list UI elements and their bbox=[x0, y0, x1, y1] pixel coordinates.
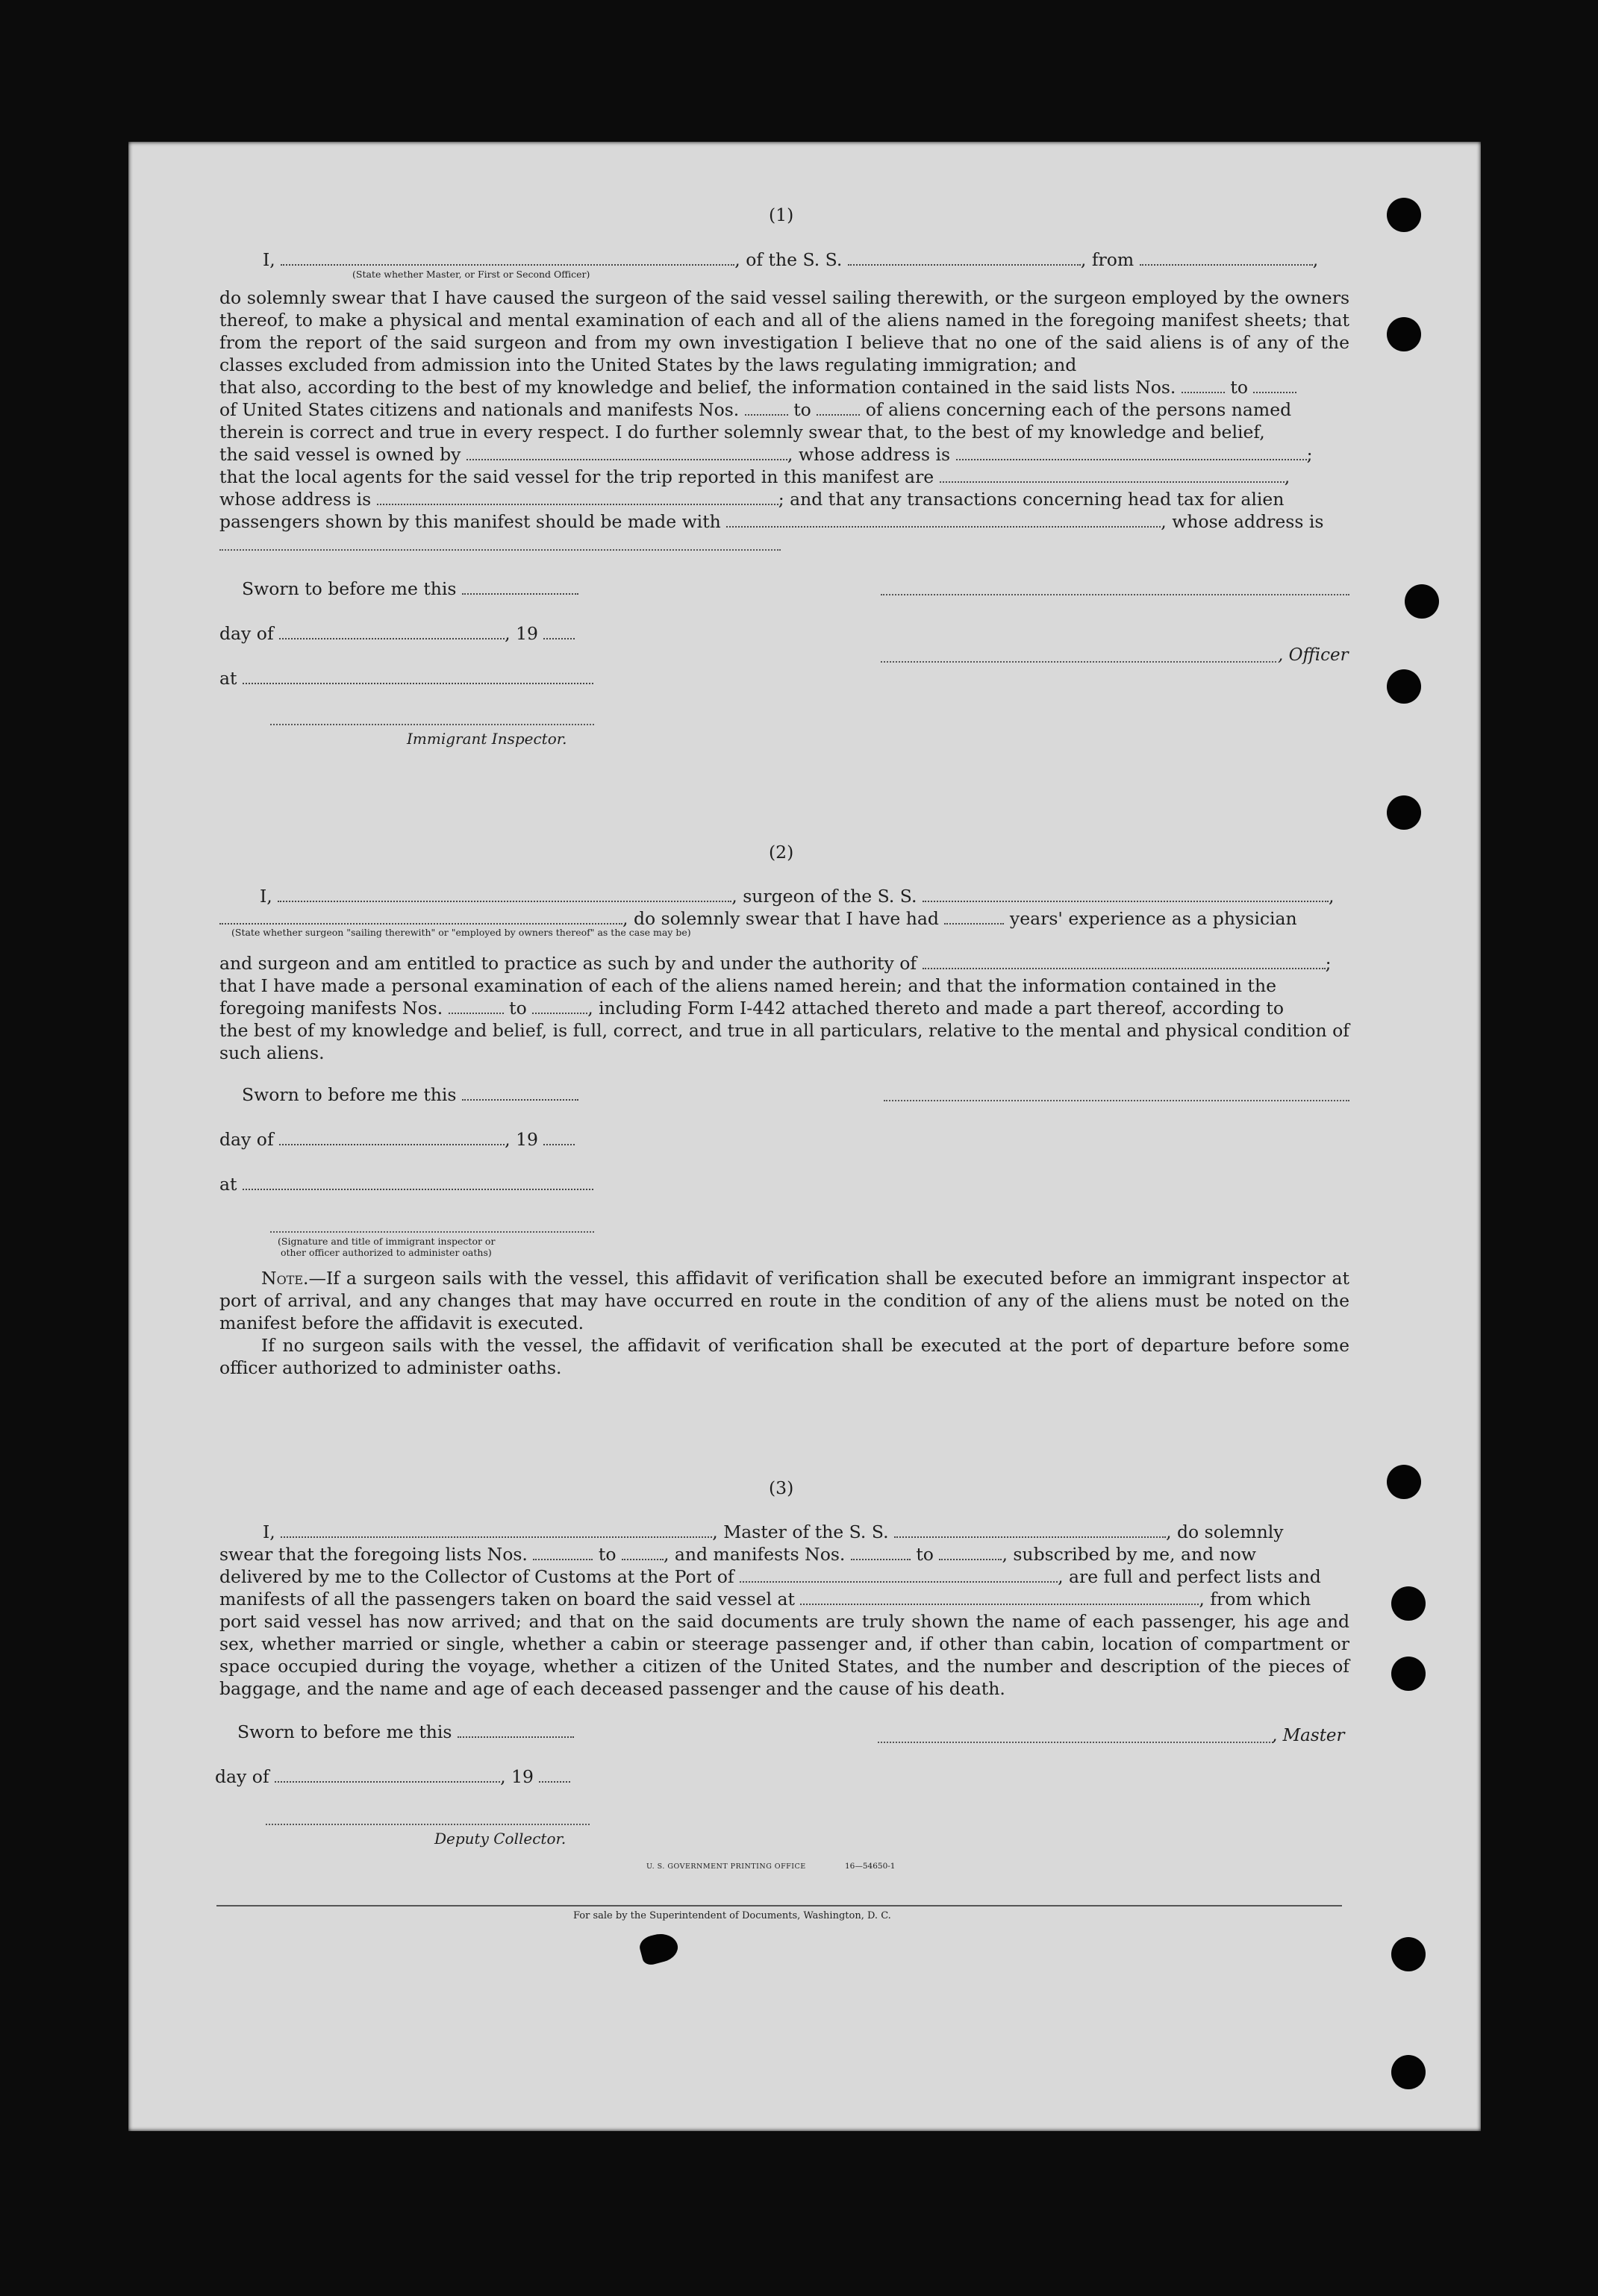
text: day of bbox=[219, 623, 274, 644]
text: day of bbox=[215, 1766, 269, 1787]
punch-hole bbox=[1387, 317, 1421, 351]
text: swear that the foregoing lists Nos. bbox=[219, 1544, 528, 1565]
owner-field[interactable] bbox=[466, 445, 787, 460]
officer-title-line[interactable] bbox=[881, 661, 1276, 663]
text: , whose address is bbox=[1161, 511, 1324, 532]
sworn-date-field[interactable] bbox=[462, 580, 578, 595]
day-line bbox=[219, 1128, 575, 1151]
sworn-date-field[interactable] bbox=[462, 1086, 578, 1101]
year-field[interactable] bbox=[543, 625, 575, 639]
section1-owned-line bbox=[219, 443, 1313, 466]
text: , bbox=[1329, 886, 1335, 907]
manifests-to-field[interactable] bbox=[532, 999, 587, 1014]
section2-authority-line bbox=[219, 952, 1332, 975]
note-label: Note. bbox=[261, 1268, 309, 1289]
punch-hole bbox=[1387, 795, 1421, 830]
text: to bbox=[1230, 377, 1248, 398]
text: whose address is bbox=[219, 489, 372, 510]
port-field[interactable] bbox=[740, 1568, 1058, 1583]
year-field[interactable] bbox=[539, 1768, 570, 1783]
section1-lists-line bbox=[219, 376, 1349, 398]
text: , from which bbox=[1199, 1589, 1311, 1610]
text: Sworn to before me this bbox=[237, 1721, 452, 1742]
text: of aliens concerning each of the persons named bbox=[865, 399, 1292, 420]
text: ; bbox=[1306, 444, 1313, 465]
text: that also, according to the best of my knowledge and belief, the information contained in the said lists Nos. bbox=[219, 377, 1176, 398]
text: to bbox=[598, 1544, 617, 1565]
text: Sworn to before me this bbox=[242, 1084, 457, 1105]
officer-signature-line[interactable] bbox=[881, 594, 1349, 595]
text: day of bbox=[219, 1129, 274, 1150]
text: the said vessel is owned by bbox=[219, 444, 461, 465]
text: , bbox=[1312, 249, 1319, 270]
surgeon-status-field[interactable] bbox=[219, 910, 622, 925]
text: , from bbox=[1080, 249, 1134, 270]
text: at bbox=[219, 1174, 237, 1195]
punch-hole bbox=[1387, 198, 1421, 232]
section1-whose-line bbox=[219, 488, 1284, 510]
text: and surgeon and am entitled to practice as such by and under the authority of bbox=[219, 953, 917, 974]
master-name-field[interactable] bbox=[281, 251, 734, 266]
text: I, bbox=[260, 886, 272, 907]
officer-label: , Officer bbox=[1278, 645, 1349, 665]
section-number: (2) bbox=[769, 842, 794, 863]
text: to bbox=[916, 1544, 934, 1565]
text: , are full and perfect lists and bbox=[1058, 1566, 1321, 1587]
text: Sworn to before me this bbox=[242, 578, 457, 599]
note-paragraph-2: If no surgeon sails with the vessel, the affidavit of verification shall be executed at the port of departure before some officer authorized to administer oaths. bbox=[219, 1335, 1349, 1378]
inspector-signature-line[interactable] bbox=[270, 724, 594, 725]
note-paragraph bbox=[219, 1267, 1349, 1334]
text: , 19 bbox=[505, 1129, 538, 1150]
authority-field[interactable] bbox=[923, 954, 1326, 969]
punch-hole bbox=[1405, 584, 1439, 619]
lists-to-field[interactable] bbox=[1253, 378, 1296, 393]
text: of United States citizens and nationals and manifests Nos. bbox=[219, 399, 740, 420]
text: passengers shown by this manifest should be made with bbox=[219, 511, 721, 532]
section3-line1 bbox=[263, 1521, 1284, 1543]
place-field[interactable] bbox=[243, 669, 593, 684]
text: to bbox=[509, 998, 527, 1019]
text: , subscribed by me, and now bbox=[1002, 1544, 1257, 1565]
text: ; and that any transactions concerning head tax for alien bbox=[778, 489, 1285, 510]
section2-paragraph-end: the best of my knowledge and belief, is full, correct, and true in all particulars, relative to the mental and physical condition of such aliens. bbox=[219, 1020, 1349, 1063]
text: that the local agents for the said vessel for the trip reported in this manifest are bbox=[219, 466, 934, 487]
text: manifests of all the passengers taken on board the said vessel at bbox=[219, 1589, 795, 1610]
lists-from-field[interactable] bbox=[1182, 378, 1225, 393]
sale-notice: For sale by the Superintendent of Documents, Washington, D. C. bbox=[573, 1910, 891, 1921]
sworn-date-field[interactable] bbox=[458, 1723, 574, 1738]
day-line bbox=[219, 622, 575, 645]
manifests-to-field[interactable] bbox=[817, 401, 860, 416]
sworn-line bbox=[237, 1721, 574, 1743]
at-line bbox=[219, 1173, 593, 1195]
text: foregoing manifests Nos. bbox=[219, 998, 443, 1019]
text: , of the S. S. bbox=[734, 249, 843, 270]
day-month-field[interactable] bbox=[275, 1768, 500, 1783]
address-field-continuation[interactable] bbox=[219, 549, 781, 551]
vessel-name-field[interactable] bbox=[923, 887, 1329, 902]
owner-address-field[interactable] bbox=[956, 445, 1307, 460]
day-month-field[interactable] bbox=[279, 1130, 505, 1145]
section2-foregoing-line bbox=[219, 997, 1284, 1019]
text: at bbox=[219, 668, 237, 689]
inspector-label: Immigrant Inspector. bbox=[407, 730, 567, 748]
collector-label: Deputy Collector. bbox=[434, 1830, 567, 1848]
years-experience-field[interactable] bbox=[944, 910, 1004, 925]
witness-signature-line[interactable] bbox=[270, 1231, 594, 1233]
text: ; bbox=[1325, 953, 1332, 974]
section1-agents-line bbox=[219, 466, 1290, 488]
vessel-name-field[interactable] bbox=[848, 251, 1081, 266]
signature-caption: other officer authorized to administer oaths) bbox=[281, 1247, 492, 1258]
surgeon-name-field[interactable] bbox=[278, 887, 731, 902]
punch-hole bbox=[1391, 2055, 1426, 2089]
text: delivered by me to the Collector of Customs at the Port of bbox=[219, 1566, 734, 1587]
field-caption: (State whether Master, or First or Second Officer) bbox=[352, 269, 590, 280]
manifests-from-field[interactable] bbox=[449, 999, 504, 1014]
section3-line3 bbox=[219, 1565, 1321, 1588]
section3-line4 bbox=[219, 1588, 1311, 1610]
sworn-line bbox=[242, 1083, 578, 1106]
manifests-to-field[interactable] bbox=[939, 1545, 1002, 1560]
printing-office: U. S. GOVERNMENT PRINTING OFFICE bbox=[646, 1862, 806, 1871]
text: I, bbox=[263, 249, 275, 270]
section2-line1 bbox=[260, 885, 1335, 907]
year-field[interactable] bbox=[543, 1130, 575, 1145]
text: , surgeon of the S. S. bbox=[731, 886, 917, 907]
footer-divider bbox=[216, 1905, 1342, 1906]
manifests-from-field[interactable] bbox=[851, 1545, 911, 1560]
section3-line2 bbox=[219, 1543, 1256, 1565]
lists-from-field[interactable] bbox=[533, 1545, 593, 1560]
punch-hole bbox=[1387, 1465, 1421, 1499]
section1-therein-line: therein is correct and true in every respect. I do further solemnly swear that, to the best of my knowledge and belief, bbox=[219, 422, 1265, 442]
text: I, bbox=[263, 1521, 275, 1542]
vessel-name-field[interactable] bbox=[894, 1523, 1166, 1538]
field-caption: (State whether surgeon "sailing therewith" or "employed by owners thereof" as the case may be) bbox=[231, 927, 691, 938]
agents-address-field[interactable] bbox=[377, 490, 778, 505]
master-label: , Master bbox=[1272, 1726, 1345, 1745]
head-tax-agent-field[interactable] bbox=[726, 513, 1161, 528]
master-signature-line[interactable] bbox=[878, 1742, 1273, 1743]
sworn-line bbox=[242, 578, 578, 600]
punch-hole bbox=[1391, 1937, 1426, 1971]
at-line bbox=[219, 667, 593, 689]
section1-passengers-line bbox=[219, 510, 1323, 533]
place-field[interactable] bbox=[243, 1175, 593, 1190]
section1-paragraph: do solemnly swear that I have caused the surgeon of the said vessel sailing therewith, or the surgeon employed by the owners thereof, to make a physical and mental examination of each and all of the aliens named in the foregoing manifest sheets; that from the report of the said surgeon and from my own investigation I believe that no one of the said aliens is of any of the classes excluded from admission into the United States by the laws regulating immigration; and bbox=[219, 287, 1349, 375]
punch-hole bbox=[1391, 1586, 1426, 1621]
text: , do solemnly swear that I have had bbox=[622, 908, 939, 929]
section1-manifests-line bbox=[219, 398, 1291, 421]
embarkation-port-field[interactable] bbox=[800, 1590, 1199, 1605]
collector-signature-line[interactable] bbox=[266, 1824, 590, 1825]
section3-paragraph: port said vessel has now arrived; and that on the said documents are truly shown the name of each passenger, his age and sex, whether married or single, whether a cabin or steerage passenger and, if other than cabin, location of compartment or space occupied during the voyage, whether a citizen of the United States, and the number and description of the pieces of baggage, and the name and age of each deceased passenger and the cause of his death. bbox=[219, 1611, 1349, 1699]
text: , 19 bbox=[500, 1766, 534, 1787]
master-name-field[interactable] bbox=[281, 1523, 712, 1538]
section1-line1 bbox=[263, 248, 1318, 271]
section2-personal-line: that I have made a personal examination of each of the aliens named herein; and that the information contained in the bbox=[219, 975, 1276, 996]
lists-to-field[interactable] bbox=[622, 1545, 664, 1560]
text: to bbox=[793, 399, 811, 420]
agents-field[interactable] bbox=[940, 468, 1285, 483]
punch-hole bbox=[1391, 1657, 1426, 1691]
text: , 19 bbox=[505, 623, 538, 644]
text: , including Form I-442 attached thereto and made a part thereof, according to bbox=[587, 998, 1284, 1019]
punch-hole bbox=[1387, 669, 1421, 704]
note-text: —If a surgeon sails with the vessel, this affidavit of verification shall be executed before an immigrant inspector at port of arrival, and any changes that may have occurred en route in the condition of any of the aliens must be noted on the manifest before the affidavit is executed. bbox=[219, 1268, 1349, 1333]
form-code: 16—54650-1 bbox=[845, 1862, 896, 1871]
signature-caption: (Signature and title of immigrant inspector or bbox=[278, 1236, 496, 1247]
text: , and manifests Nos. bbox=[663, 1544, 846, 1565]
text: , whose address is bbox=[787, 444, 951, 465]
text: , do solemnly bbox=[1166, 1521, 1284, 1542]
departure-port-field[interactable] bbox=[1140, 251, 1313, 266]
text: years' experience as a physician bbox=[1009, 908, 1297, 929]
manifests-from-field[interactable] bbox=[745, 401, 788, 416]
day-line bbox=[215, 1765, 570, 1788]
surgeon-signature-line[interactable] bbox=[884, 1100, 1349, 1101]
day-month-field[interactable] bbox=[279, 625, 505, 639]
section-number: (3) bbox=[769, 1477, 794, 1498]
section-number: (1) bbox=[769, 204, 794, 225]
text: , bbox=[1284, 466, 1290, 487]
text: , Master of the S. S. bbox=[712, 1521, 889, 1542]
